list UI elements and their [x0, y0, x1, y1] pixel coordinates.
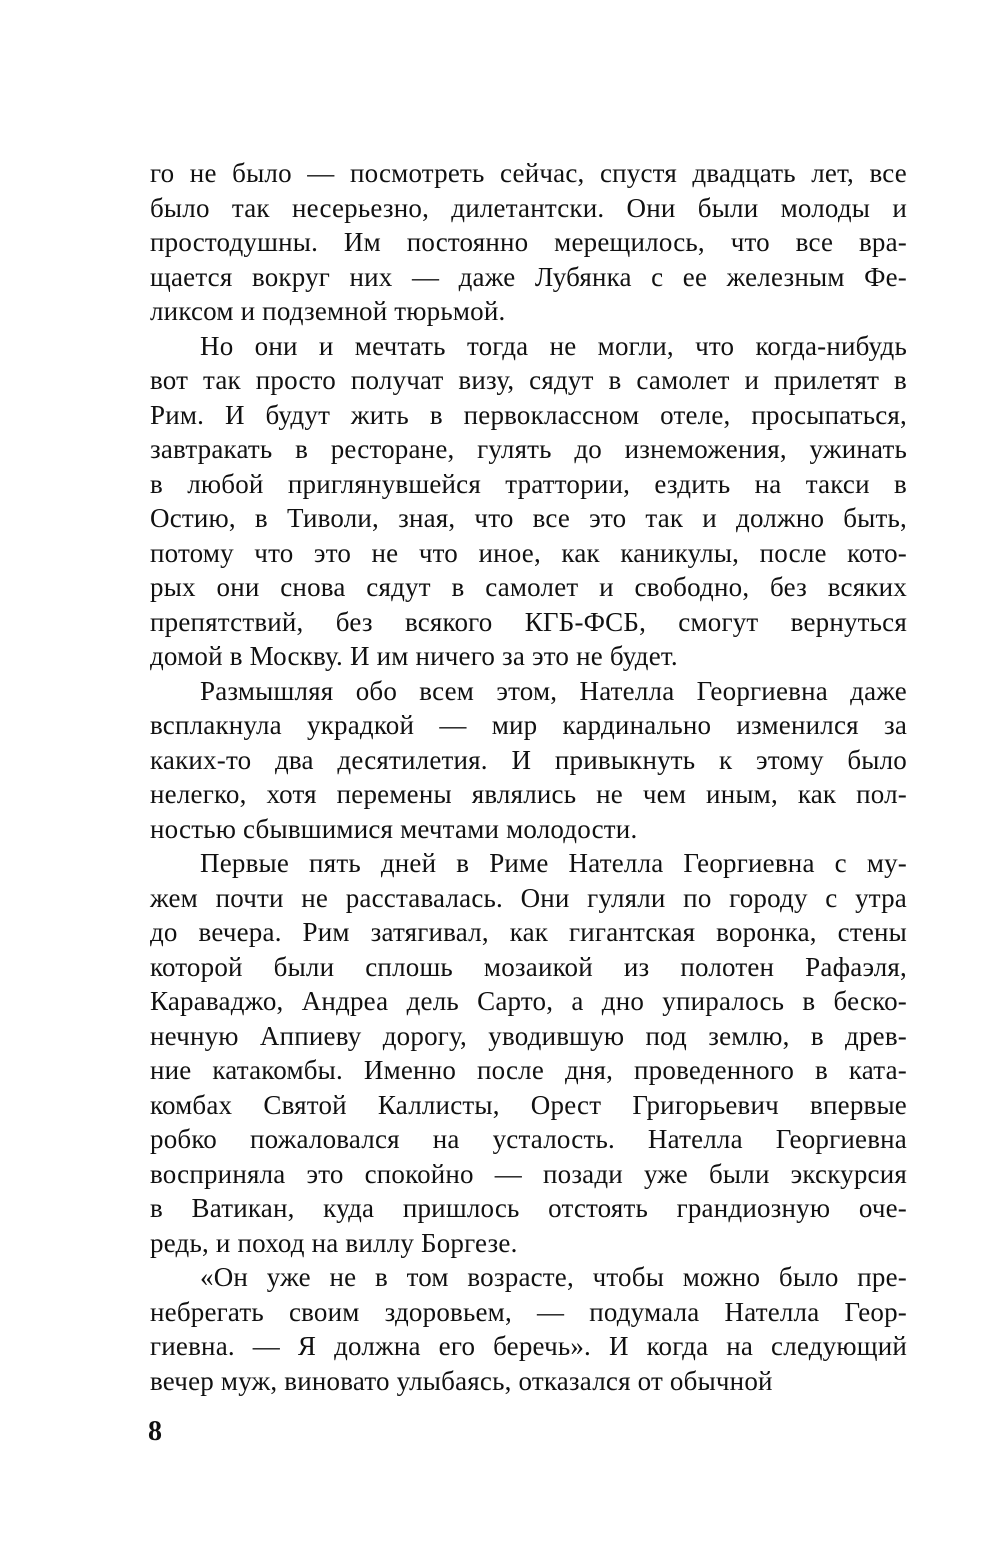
text-line: рых они снова сядут в самолет и свободно, без всяких: [150, 572, 907, 602]
text-line: которой были сплошь мозаикой из полотен Рафаэля,: [150, 951, 907, 982]
text-line: домой в Москву. И им ничего за это не будет.: [150, 641, 678, 671]
text-line: завтракать в ресторане, гулять до изнеможения, ужинать: [150, 434, 907, 464]
text-line: робко пожаловался на усталость. Нателла Георгиевна: [150, 1124, 907, 1154]
text-line: Караваджо, Андреа дель Сарто, а дно упиралось в беско-: [150, 986, 907, 1016]
text-line: щается вокруг них — даже Лубянка с ее железным Фе-: [150, 261, 907, 292]
text-line: вечер муж, виновато улыбаясь, отказался от обычной: [150, 1365, 773, 1396]
page-number: 8: [148, 1416, 162, 1447]
text-line: в любой приглянувшейся траттории, ездить на такси в: [150, 468, 907, 499]
text-line: комбах Святой Каллисты, Орест Григорьевич впервые: [150, 1089, 907, 1120]
text-line: ние катакомбы. Именно после дня, проведенного в ката-: [150, 1055, 907, 1085]
text-line: потому что это не что иное, как каникулы, после кото-: [150, 537, 907, 568]
text-line: жем почти не расставалась. Они гуляли по городу с утра: [150, 882, 907, 913]
text-line: нечную Аппиеву дорогу, уводившую под землю, в древ-: [150, 1020, 907, 1051]
text-line: всплакнула украдкой — мир кардинально изменился за: [150, 710, 907, 740]
text-line: каких-то два десятилетия. И привыкнуть к этому было: [150, 744, 907, 775]
text-line: ностью сбывшимися мечтами молодости.: [150, 813, 638, 844]
body-text: [150, 156, 907, 1398]
text-line: Остию, в Тиволи, зная, что все это так и должно быть,: [150, 503, 907, 533]
text-line: Рим. И будут жить в первоклассном отеле, просыпаться,: [150, 399, 907, 430]
text-line: вот так просто получат визу, сядут в самолет и прилетят в: [150, 365, 907, 395]
text-line: го не было — посмотреть сейчас, спустя двадцать лет, все: [150, 158, 907, 188]
text-line: до вечера. Рим затягивал, как гигантская воронка, стены: [150, 917, 907, 947]
text-line: в Ватикан, куда пришлось отстоять грандиозную оче-: [150, 1193, 907, 1223]
text-line: восприняла это спокойно — позади уже были экскурсия: [150, 1158, 907, 1189]
text-line: Первые пять дней в Риме Нателла Георгиевна с му-: [200, 848, 907, 878]
text-line: редь, и поход на виллу Боргезе.: [150, 1227, 518, 1258]
text-line: нелегко, хотя перемены являлись не чем иным, как пол-: [150, 779, 907, 809]
text-line: препятствий, без всякого КГБ-ФСБ, смогут вернуться: [150, 606, 907, 637]
text-line: небрегать своим здоровьем, — подумала Нателла Геор-: [150, 1296, 907, 1327]
text-line: Но они и мечтать тогда не могли, что когда-нибудь: [200, 330, 907, 361]
text-line: было так несерьезно, дилетантски. Они были молоды и: [150, 192, 907, 223]
text-line: простодушны. Им постоянно мерещилось, что все вра-: [150, 227, 907, 257]
text-line: гиевна. — Я должна его беречь». И когда на следующий: [150, 1331, 907, 1361]
text-line: «Он уже не в том возрасте, чтобы можно было пре-: [200, 1262, 907, 1292]
text-line: Размышляя обо всем этом, Нателла Георгиевна даже: [200, 675, 907, 706]
text-line: ликсом и подземной тюрьмой.: [150, 296, 506, 326]
